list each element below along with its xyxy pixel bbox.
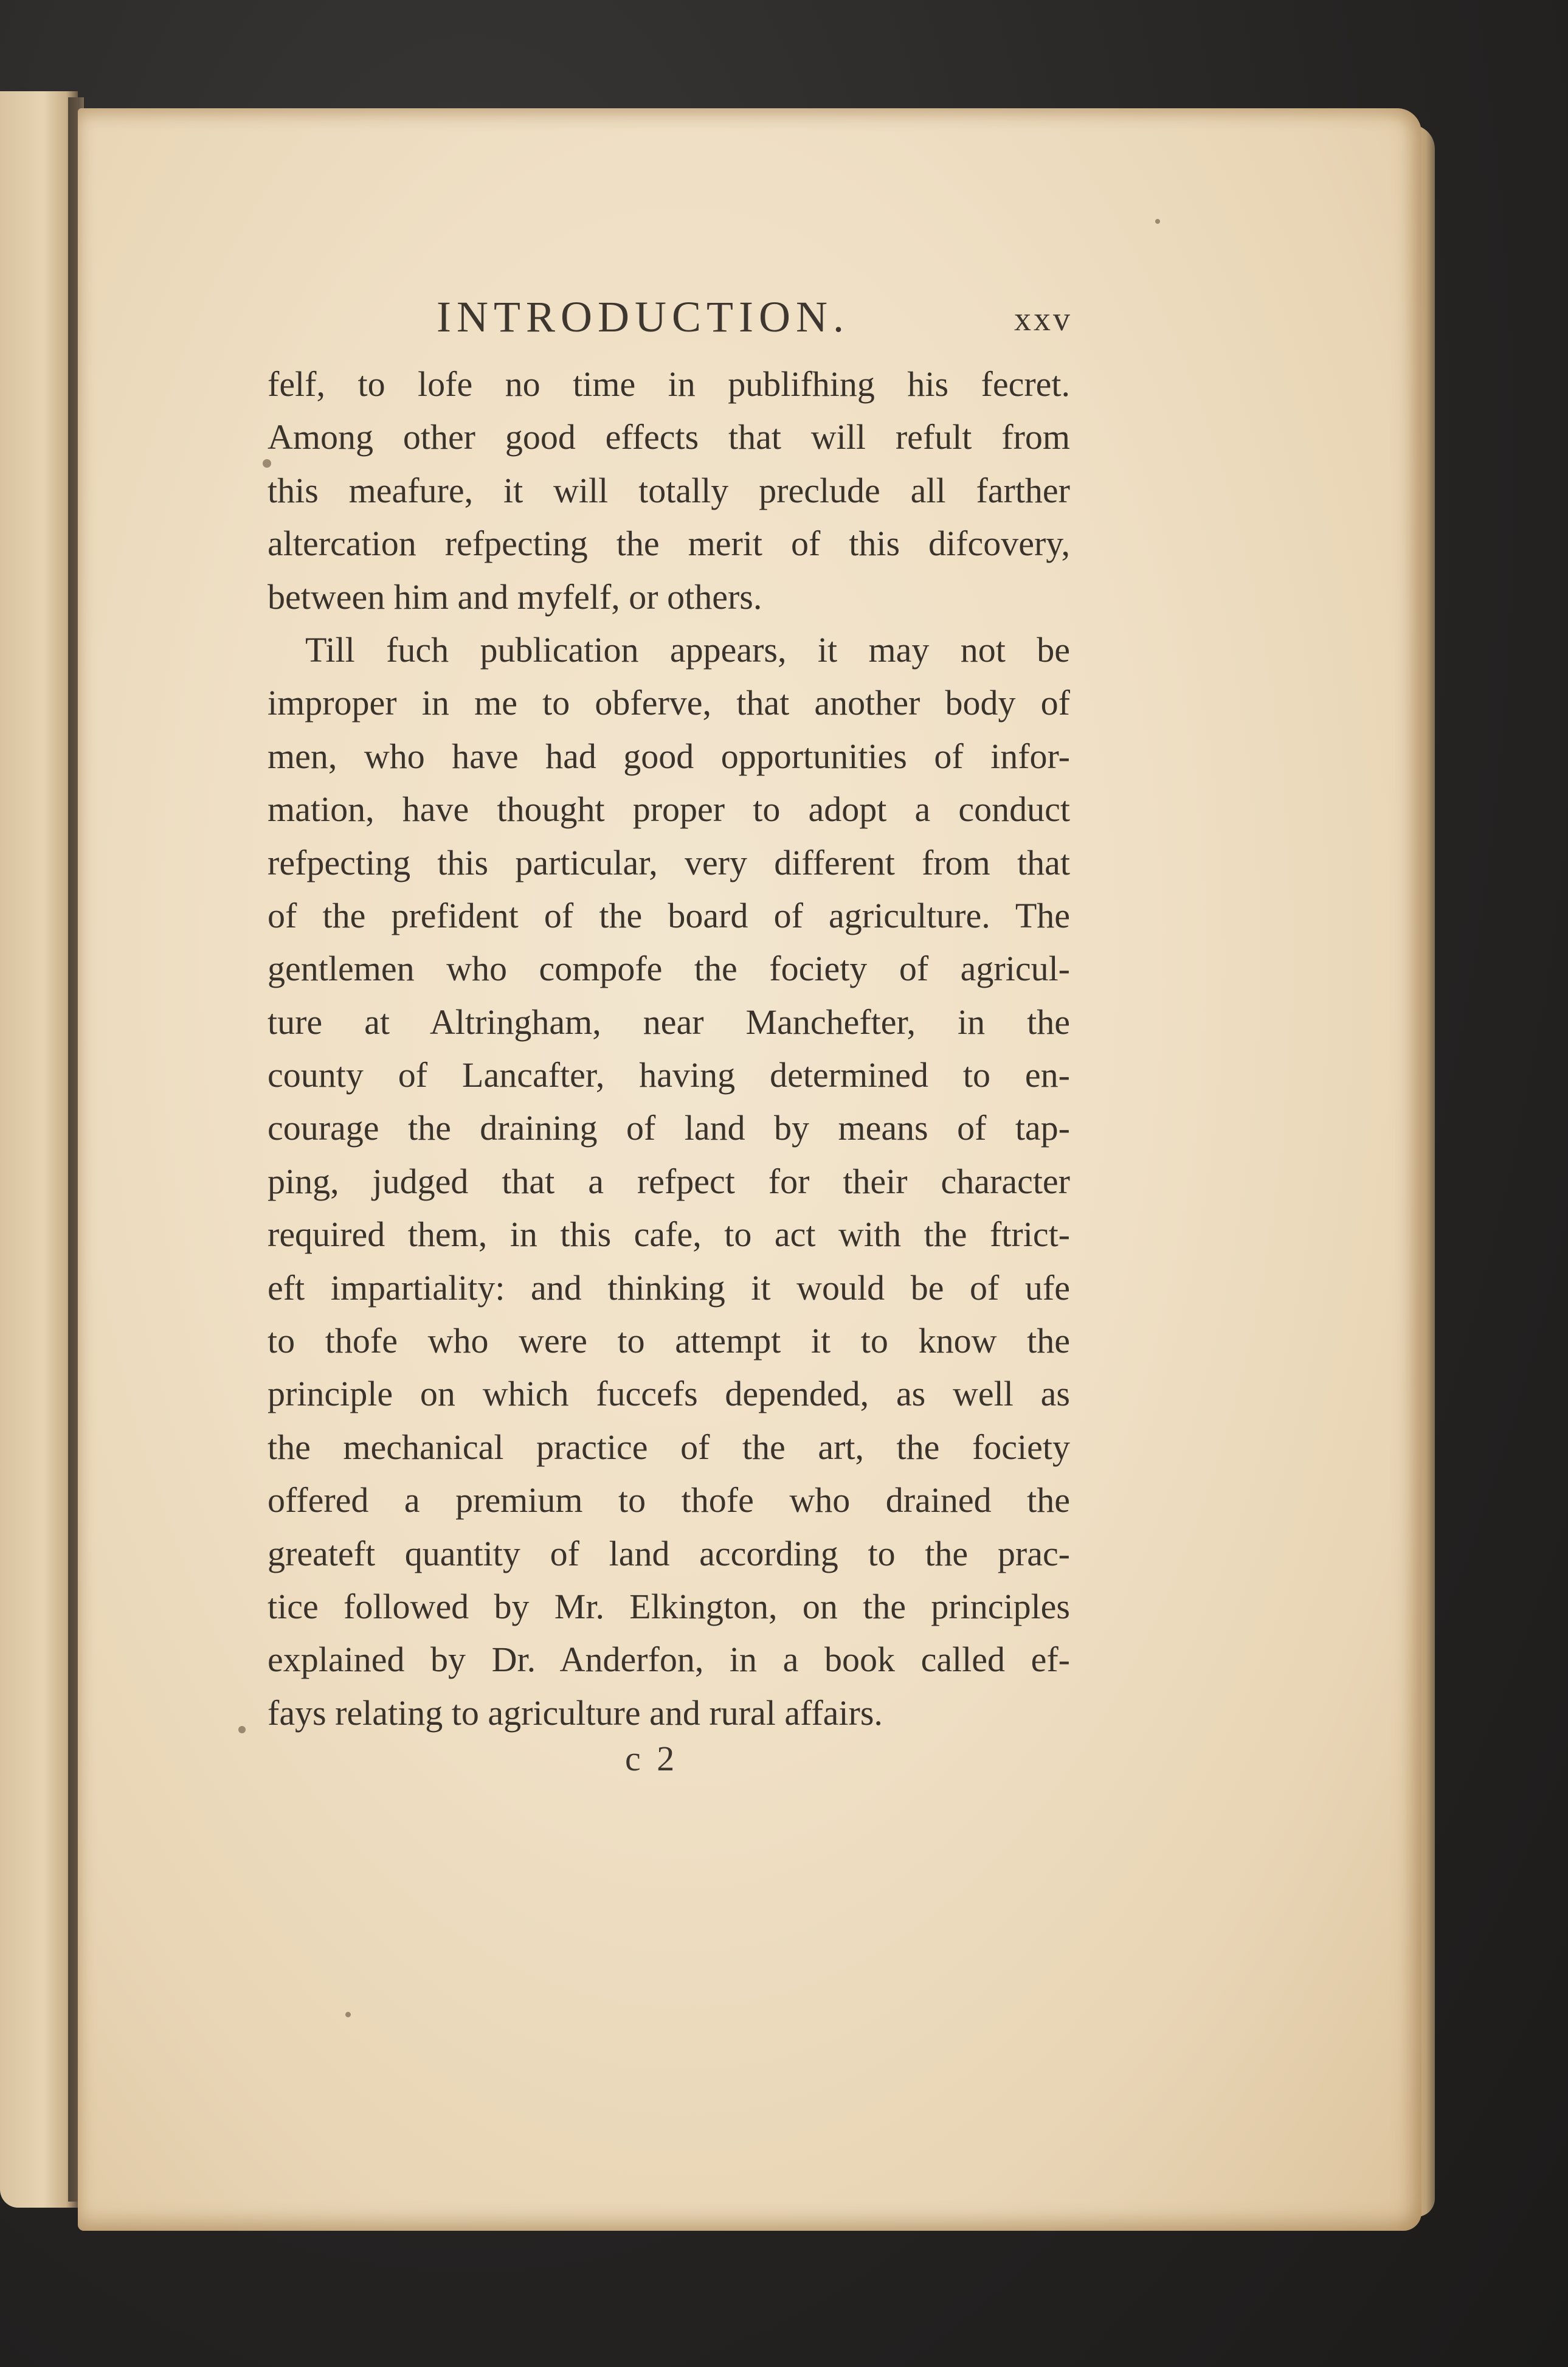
text-line: offered a premium to thofe who drained the (268, 1480, 1070, 1520)
body-text (268, 358, 1070, 1739)
text-line: men, who have had good opportunities of infor- (268, 736, 1070, 776)
text-line: the mechanical practice of the art, the fociety (268, 1427, 1070, 1467)
text-line: gentlemen who compofe the fociety of agricul- (268, 949, 1070, 989)
text-line: tice followed by Mr. Elkington, on the principles (268, 1586, 1070, 1626)
facing-page-edge (0, 91, 78, 2208)
text-line: refpecting this particular, very different from that (268, 842, 1070, 882)
text-line: principle on which fuccefs depended, as well as (268, 1374, 1070, 1414)
signature-mark: c 2 (625, 1739, 679, 1778)
text-line: improper in me to obferve, that another body of (268, 683, 1070, 723)
text-line: county of Lancafter, having determined to en- (268, 1055, 1070, 1095)
text-line: mation, have thought proper to adopt a conduct (268, 789, 1070, 830)
text-line: greateft quantity of land according to the prac- (268, 1533, 1070, 1573)
foxing-spot (1155, 219, 1160, 224)
foxing-spot (263, 459, 271, 468)
text-line: between him and myfelf, or others. (268, 577, 762, 617)
text-line: fays relating to agriculture and rural affairs. (268, 1693, 883, 1733)
page-number: xxv (1014, 300, 1072, 338)
text-line: ping, judged that a refpect for their character (268, 1161, 1070, 1201)
running-head: INTRODUCTION. (437, 293, 849, 341)
text-line: required them, in this cafe, to act with the ftrict- (268, 1215, 1070, 1255)
text-line: altercation refpecting the merit of this difcovery, (268, 524, 1070, 564)
text-line: this meafure, it will totally preclude all farther (268, 470, 1070, 510)
text-line: of the prefident of the board of agriculture. The (268, 895, 1070, 935)
text-line: felf, to lofe no time in publifhing his fecret. (268, 364, 1070, 404)
text-line: Till fuch publication appears, it may not be (305, 629, 1070, 670)
text-line: to thofe who were to attempt it to know the (268, 1321, 1070, 1361)
foxing-spot (238, 1726, 246, 1733)
foxing-spot (345, 2012, 351, 2017)
text-line: eft impartiality: and thinking it would be of ufe (268, 1267, 1070, 1308)
text-line: ture at Altringham, near Manchefter, in the (268, 1002, 1070, 1042)
text-line: explained by Dr. Anderfon, in a book called ef- (268, 1640, 1070, 1680)
text-line: courage the draining of land by means of tap- (268, 1108, 1070, 1148)
text-line: Among other good effects that will refult from (268, 417, 1070, 457)
